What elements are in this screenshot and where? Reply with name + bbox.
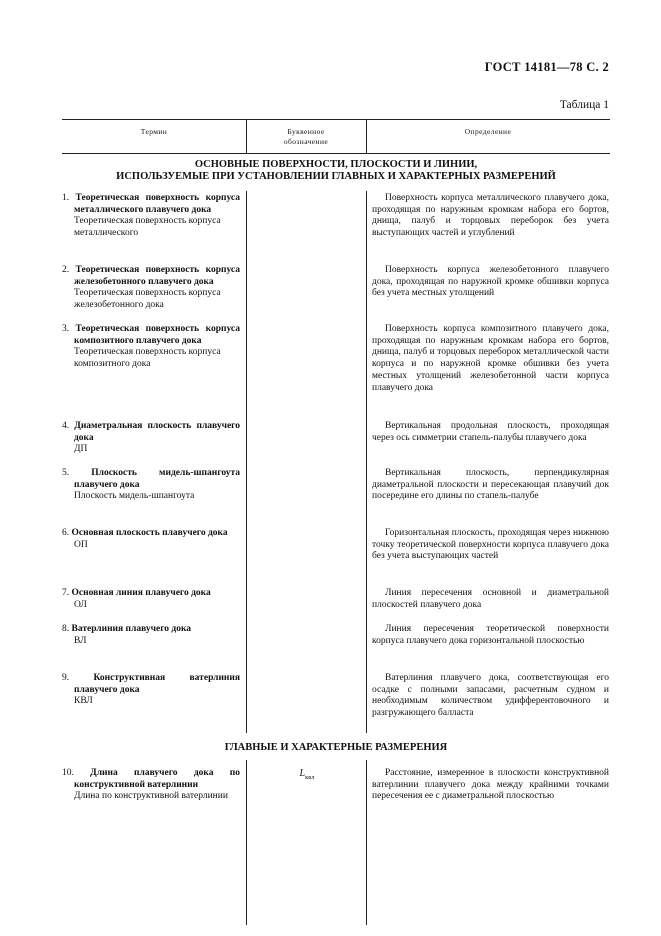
term-cell (62, 673, 240, 708)
term-number: 2. (62, 265, 70, 275)
term-name: Теоретическая поверхность корпуса композитного плавучего дока (74, 324, 240, 346)
definition-cell: Вертикальная продольная плоскость, проходящая через ось симметрии стапель-палубы плавучего дока (372, 421, 609, 443)
column-header-symbol-line2: обозначение (283, 137, 329, 146)
term-number: 10. (62, 768, 74, 778)
term-synonym: ОП (74, 539, 88, 550)
column-header-symbol-line1: Буквенное (287, 127, 325, 136)
column-divider-right (366, 191, 367, 733)
page-header: ГОСТ 14181—78 С. 2 (484, 60, 609, 74)
term-number: 4. (62, 421, 70, 431)
section-title (62, 159, 610, 183)
term-name: Плоскость мидель-шпангоута плавучего дока (74, 468, 241, 490)
table-header-rule (62, 153, 610, 154)
term-cell (62, 468, 240, 503)
definition-cell: Линия пересечения теоретической поверхности корпуса плавучего дока горизонтальной плоскостью (372, 624, 609, 646)
column-header-term: Термин (140, 127, 168, 136)
column-header-symbol (246, 127, 366, 147)
term-synonym: Длина по конструктивной ватерлинии (74, 791, 228, 802)
term-number: 8. (62, 624, 70, 634)
term-synonym: КВЛ (74, 696, 93, 707)
term-name: Длина плавучего дока по конструктивной ватерлинии (74, 768, 240, 790)
term-number: 7. (62, 588, 70, 598)
term-synonym: Теоретическая поверхность корпуса железобетонного дока (74, 288, 221, 311)
term-name: Основная линия плавучего дока (71, 588, 211, 598)
term-cell (62, 624, 240, 647)
symbol-subscript: квл (305, 774, 315, 781)
term-name: Основная плоскость плавучего дока (71, 528, 228, 538)
term-name: Теоретическая поверхность корпуса железобетонного плавучего дока (74, 265, 240, 287)
section-title-line: ОСНОВНЫЕ ПОВЕРХНОСТИ, ПЛОСКОСТИ И ЛИНИИ, (194, 159, 478, 170)
term-name: Теоретическая поверхность корпуса металлического плавучего дока (74, 193, 240, 215)
column-divider-right (366, 760, 367, 925)
column-header-definition: Определение (464, 127, 512, 136)
section-title: ГЛАВНЫЕ И ХАРАКТЕРНЫЕ РАЗМЕРЕНИЯ (224, 742, 448, 753)
term-name: Диаметральная плоскость плавучего дока (74, 421, 240, 443)
definition-cell: Поверхность корпуса композитного плавучего дока, проходящая по наружным кромкам набора его бортов, днища, палуб и торцовых переборок металлической части корпуса и по наружной кромке обшивки без учета местных утолщений железобетонной части корпуса плавучего дока (372, 324, 609, 393)
definition-cell: Ватерлиния плавучего дока, соответствующая его осадке с полными запасами, расчетным судном и необходимым количеством удифферентовочного и разгружающего балласта (372, 673, 609, 719)
column-divider-left (246, 760, 247, 925)
term-cell (62, 768, 240, 803)
term-cell (62, 528, 240, 551)
table-label: Таблица 1 (559, 99, 609, 111)
symbol-cell (248, 768, 366, 781)
term-number: 6. (62, 528, 70, 538)
term-synonym: ВЛ (74, 635, 87, 646)
term-cell (62, 421, 240, 456)
term-number: 3. (62, 324, 70, 334)
term-cell (62, 265, 240, 312)
term-synonym: Плоскость мидель-шпангоута (74, 491, 195, 502)
term-name: Ватерлиния плавучего дока (71, 624, 192, 634)
definition-cell: Расстояние, измеренное в плоскости конструктивной ватерлинии плавучего дока между крайними точками пересечения ее с диаметральной плоскостью (372, 768, 609, 802)
term-synonym: Теоретическая поверхность корпуса металлического (74, 216, 221, 239)
section-title-line: ИСПОЛЬЗУЕМЫЕ ПРИ УСТАНОВЛЕНИИ ГЛАВНЫХ И ХАРАКТЕРНЫХ РАЗМЕРЕНИЙ (116, 171, 556, 182)
term-cell (62, 324, 240, 371)
term-name: Конструктивная ватерлиния плавучего дока (74, 673, 241, 695)
definition-cell: Поверхность корпуса железобетонного плавучего дока, проходящая по наружной кромке обшивки корпуса без учета местных утолщений (372, 265, 609, 299)
column-divider-left (246, 191, 247, 733)
table-top-rule (62, 119, 610, 120)
term-synonym: Теоретическая поверхность корпуса композитного дока (74, 347, 221, 370)
definition-cell: Горизонтальная плоскость, проходящая через нижнюю точку теоретической поверхности корпуса плавучего дока без учета выступающих частей (372, 528, 609, 562)
definition-cell: Линия пересечения основной и диаметральной плоскостей плавучего дока (372, 588, 609, 610)
term-synonym: ОЛ (74, 599, 87, 610)
term-number: 1. (62, 193, 70, 203)
term-number: 5. (62, 468, 70, 478)
symbol-letter: L (299, 768, 306, 779)
term-synonym: ДП (74, 444, 88, 455)
definition-cell: Вертикальная плоскость, перпендикулярная диаметральной плоскости и пересекающая плавучий док посередине его длины по стапель-палубе (372, 468, 609, 502)
term-cell (62, 588, 240, 611)
definition-cell: Поверхность корпуса металлического плавучего дока, проходящая по наружным кромкам набора его бортов, днища, палуб и торцовых переборок без учета выступающих частей и углублений (372, 193, 609, 239)
term-cell (62, 193, 240, 240)
term-number: 9. (62, 673, 70, 683)
